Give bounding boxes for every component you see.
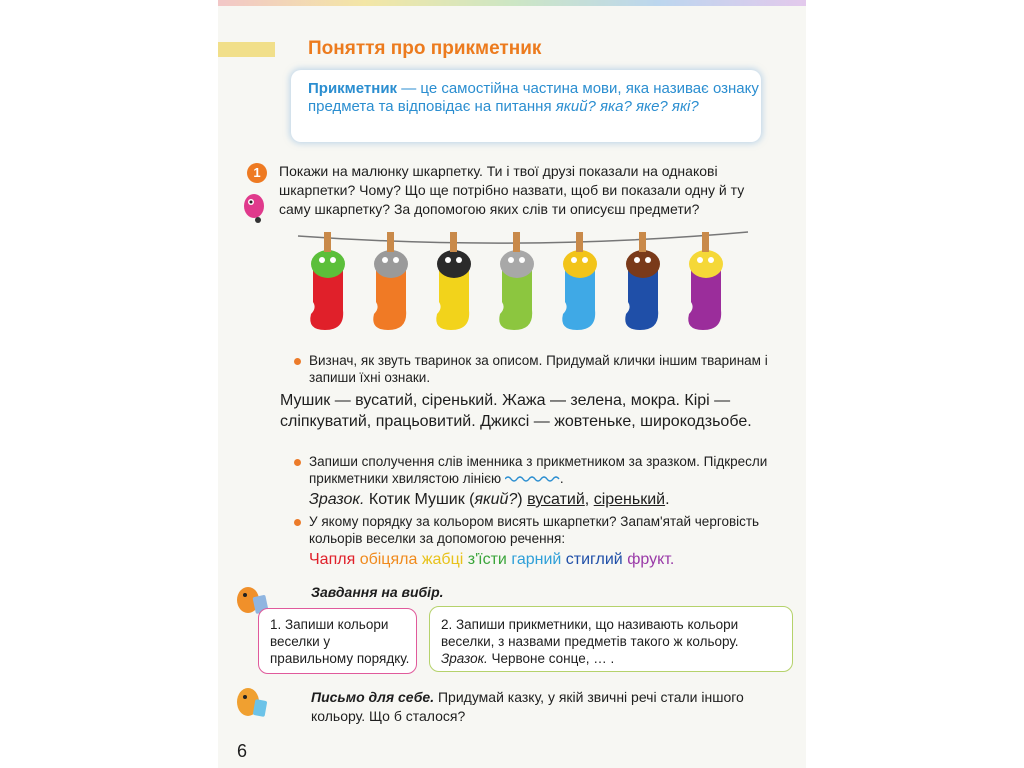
option2-sample-label: Зразок. [441,651,488,666]
eye [645,257,651,263]
eye [330,257,336,263]
sample-question: який? [474,491,518,508]
chick-head [689,250,723,278]
clothespin [639,232,646,252]
eye [708,257,714,263]
sample-label: Зразок. [309,491,365,508]
bullet2-instruction-end: . [559,471,564,486]
eye [697,257,703,263]
eye [393,257,399,263]
letter-task [311,688,781,726]
clothespin [513,232,520,252]
mnemonic-word: жабці [421,551,464,568]
animal-descriptions: Мушик — вусатий, сіренький. Жажа — зелена, мокра. Кірі — сліпкуватий, працьовитий. Джиксі — жовтеньке, широкодзьобе. [280,392,752,430]
clothespin [576,232,583,252]
rainbow-mnemonic [309,550,779,570]
dog-head [626,250,660,278]
bird-head [437,250,471,278]
mnemonic-word: фрукт. [627,551,675,568]
choice-heading: Завдання на вибір. [311,584,444,600]
sock-7 [688,232,723,330]
definition-text [308,80,763,116]
eye [582,257,588,263]
sample-noun: Котик Мушик ( [364,491,475,508]
section-tab [218,42,275,57]
task-number-badge: 1 [247,163,267,183]
clothespin [387,232,394,252]
definition-questions: який? яка? яке? які? [555,98,699,115]
option2-instruction: 2. Запиши прикметники, що називають кольори веселки, з назвами предметів такого ж кольору. [441,617,739,649]
sock-2 [373,232,408,330]
definition-term: Прикметник [308,80,398,97]
mnemonic-word: обіцяла [359,551,418,568]
letter-label: Письмо для себе. [311,689,435,705]
sock-1 [310,232,345,330]
option2-text [441,616,786,667]
option2-sample: Червоне сонце, … . [487,651,615,666]
rainbow-strip [218,0,806,6]
eye [571,257,577,263]
mnemonic-word: з'їсти [467,551,507,568]
bullet1-text: Визнач, як звуть тваринок за описом. Придумай клички іншим тваринам і запиши їхні ознаки. [309,353,768,385]
task1-text: Покажи на малюнку шкарпетку. Ти і твої друзі показали на однакові шкарпетки? Чому? Що ще потрібно назвати, щоб ви показали одну й ту саму шкарпетку? За допомогою яких слів ти описуєш предмети? [279,163,745,217]
textbook-page [218,0,806,768]
wavy-line-icon [505,475,560,483]
eye [519,257,525,263]
eye [456,257,462,263]
eye [382,257,388,263]
bullet-dot [294,519,301,526]
eye [445,257,451,263]
sample-adjective-1: вусатий [527,491,585,508]
definition-body: — це самостійна частина мови, яка називає ознаку предмета та відповідає на питання [308,80,759,115]
cat-head [374,250,408,278]
letter-text: Придумай казку, у якій звичні речі стали іншого кольору. Що б сталося? [311,689,744,724]
sample-end: . [665,491,670,508]
bullet-dot [294,459,301,466]
clothespin [324,232,331,252]
sock-5 [562,232,597,330]
sample-adjective-2: сіренький [593,491,666,508]
mnemonic-word: стиглий [565,551,623,568]
page-number: 6 [237,741,248,761]
clothespin [702,232,709,252]
sample-close: ) [517,491,528,508]
sock-6 [625,232,660,330]
page-title: Поняття про прикметник [308,38,542,59]
bullet-dot [294,358,301,365]
sample-comma: , [584,491,594,508]
clothespin [450,232,457,252]
option1-text: 1. Запиши кольори веселки у правильному порядку. [270,617,410,666]
mnemonic-word: гарний [511,551,562,568]
bullet2-instruction: Запиши сполучення слів іменника з прикметником за зразком. Підкресли прикметники хвилястою лінією [309,454,768,486]
bullet3-text: У якому порядку за кольором висять шкарпетки? Запам'ятай черговість кольорів веселки за допомогою речення: [309,514,760,546]
duck-head [563,250,597,278]
eye [508,257,514,263]
bullet2-text [309,453,779,487]
mouse-head [500,250,534,278]
orange-character-writing-icon [234,682,270,722]
mnemonic-word: Чапля [309,551,356,568]
sock-4 [499,232,534,330]
socks-illustration [293,222,753,344]
eye [634,257,640,263]
pink-creature-icon [241,190,267,224]
frog-head [311,250,345,278]
sock-3 [436,232,471,330]
sample-sentence [309,490,779,510]
eye [319,257,325,263]
